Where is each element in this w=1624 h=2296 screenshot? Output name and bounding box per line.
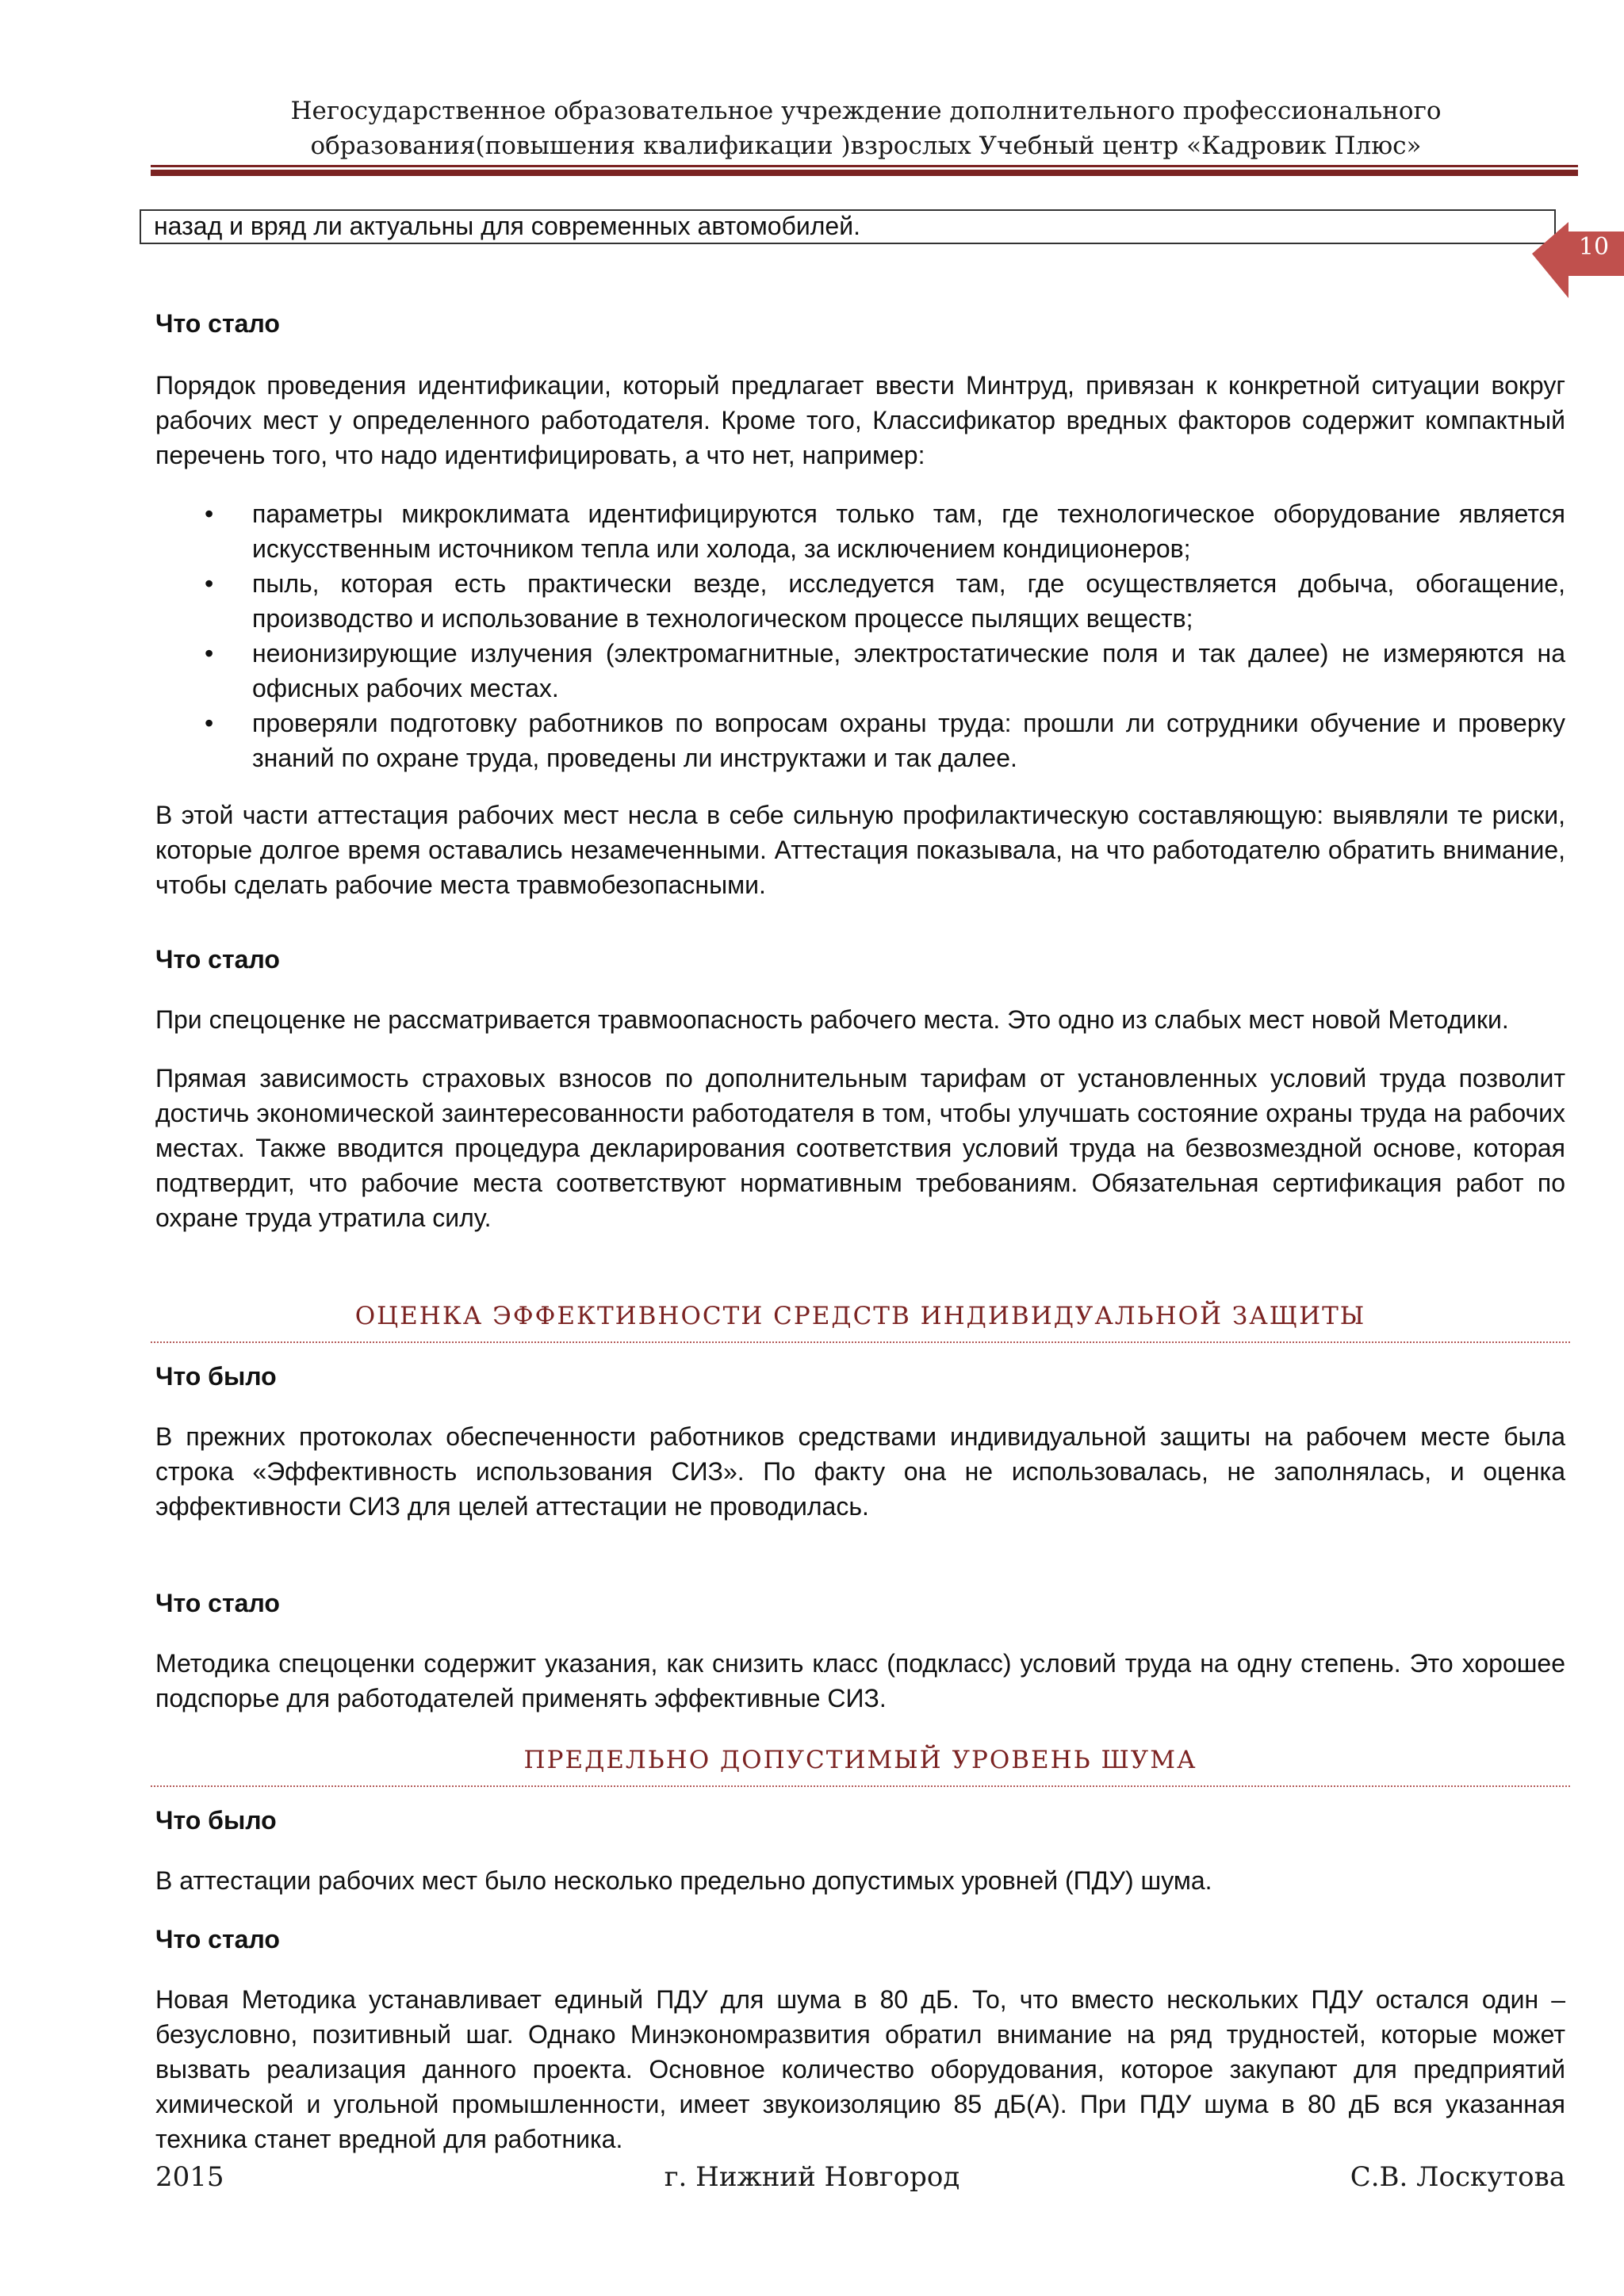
list-item: • неионизирующие излучения (электромагнитные, электростатические поля и так далее) не измеряются на офисных рабочих местах. (155, 636, 1565, 706)
footer-city: г. Нижний Новгород (664, 2161, 960, 2193)
block-1 (155, 306, 1565, 902)
header-line-1: Негосударственное образовательное учреждение дополнительного профессионального (290, 97, 1442, 125)
bullet-icon: • (205, 499, 214, 528)
paragraph-noise-was: В аттестации рабочих мест было несколько предельно допустимых уровней (ПДУ) шума. (155, 1866, 1212, 1895)
heading-what-became-4: Что стало (155, 1925, 280, 1954)
heading-what-became-1: Что стало (155, 309, 280, 338)
list-item: • пыль, которая есть практически везде, исследуется там, где осуществляется добыча, обогащение, производство и использование в технологическом процессе пылящих веществ; (155, 566, 1565, 636)
section-rule-ppe (151, 1341, 1570, 1343)
list-item: • проверяли подготовку работников по вопросам охраны труда: прошли ли сотрудники обучение и проверку знаний по охране труда, проведены ли инструктажи и так далее. (155, 706, 1565, 775)
heading-what-was-2: Что было (155, 1806, 277, 1835)
paragraph-special-assessment: При спецоценке не рассматривается травмоопасность рабочего места. Это одно из слабых мест новой Методики. (155, 1005, 1509, 1034)
header-rule-thin (151, 165, 1578, 167)
paragraph-insurance: Прямая зависимость страховых взносов по дополнительным тарифам от установленных условий труда позволит достичь экономической заинтересованности работодателя в том, чтобы улучшать состояние охраны труда на рабочих местах. Также вводится процедура декларирования соответствия условий труда на безвозмездной основе, которая подтвердит, что рабочие места соответствуют нормативным требованиям. Обязательная сертификация работ по охране труда утратила силу. (155, 1064, 1565, 1232)
bullet-icon: • (205, 709, 214, 737)
header-rule-thick (151, 170, 1578, 176)
paragraph-ppe-was: В прежних протоколах обеспеченности работников средствами индивидуальной защиты на рабочем месте была строка «Эффективность использования СИЗ». По факту она не использовалась, не заполнялась, и оценка эффективности СИЗ для целей аттестации не проводилась. (155, 1422, 1565, 1521)
section-title-noise: ПРЕДЕЛЬНО ДОПУСТИМЫЙ УРОВЕНЬ ШУМА (523, 1746, 1197, 1774)
bullet-icon: • (205, 639, 214, 668)
footer-year: 2015 (155, 2161, 224, 2193)
heading-what-became-3: Что стало (155, 1589, 280, 1617)
boxed-text-fragment: назад и вряд ли актуальны для современных автомобилей. (140, 209, 1556, 244)
list-item: • параметры микроклимата идентифицируются только там, где технологическое оборудование является искусственным источником тепла или холода, за исключением кондиционеров; (155, 496, 1565, 566)
heading-what-was-1: Что было (155, 1362, 277, 1391)
paragraph-attestation: В этой части аттестация рабочих мест несла в себе сильную профилактическую составляющую: выявляли те риски, которые долгое время оставались незамеченными. Аттестация показывала, на что работодателю обратить внимание, чтобы сделать рабочие места травмобезопасными. (155, 801, 1565, 899)
paragraph-noise-now: Новая Методика устанавливает единый ПДУ для шума в 80 дБ. То, что вместо нескольких ПДУ остался один – безусловно, позитивный шаг. Однако Минэкономразвития обратил внимание на ряд трудностей, которые может вызвать реализация данного проекта. Основное количество оборудования, которое закупают для предприятий химической и угольной промышленности, имеет звукоизоляцию 85 дБ(А). При ПДУ шума в 80 дБ вся указанная техника станет вредной для работника. (155, 1985, 1565, 2153)
section-rule-noise (151, 1785, 1570, 1787)
bullet-list (155, 496, 1565, 775)
page-number: 10 (1578, 233, 1610, 261)
section-2-was (155, 1803, 1565, 2156)
paragraph-identification: Порядок проведения идентификации, который предлагает ввести Минтруд, привязан к конкретной ситуации вокруг рабочих мест у определенного работодателя. Кроме того, Классификатор вредных факторов содержит компактный перечень того, что надо идентифицировать, а что нет, например: (155, 371, 1565, 469)
section-title-ppe: ОЦЕНКА ЭФФЕКТИВНОСТИ СРЕДСТВ ИНДИВИДУАЛЬНОЙ ЗАЩИТЫ (354, 1302, 1366, 1330)
heading-what-became-2: Что стало (155, 945, 280, 974)
section-1-was (155, 1359, 1565, 1524)
section-1-now (155, 1586, 1565, 1716)
header-line-2: образования(повышения квалификации )взрослых Учебный центр «Кадровик Плюс» (310, 132, 1422, 160)
bullet-icon: • (205, 569, 214, 598)
footer-author: С.В. Лоскутова (1350, 2161, 1565, 2193)
page-number-badge (1532, 222, 1624, 298)
block-2 (155, 942, 1565, 1235)
paragraph-ppe-now: Методика спецоценки содержит указания, как снизить класс (подкласс) условий труда на одну степень. Это хорошее подспорье для работодателей применять эффективные СИЗ. (155, 1649, 1565, 1712)
